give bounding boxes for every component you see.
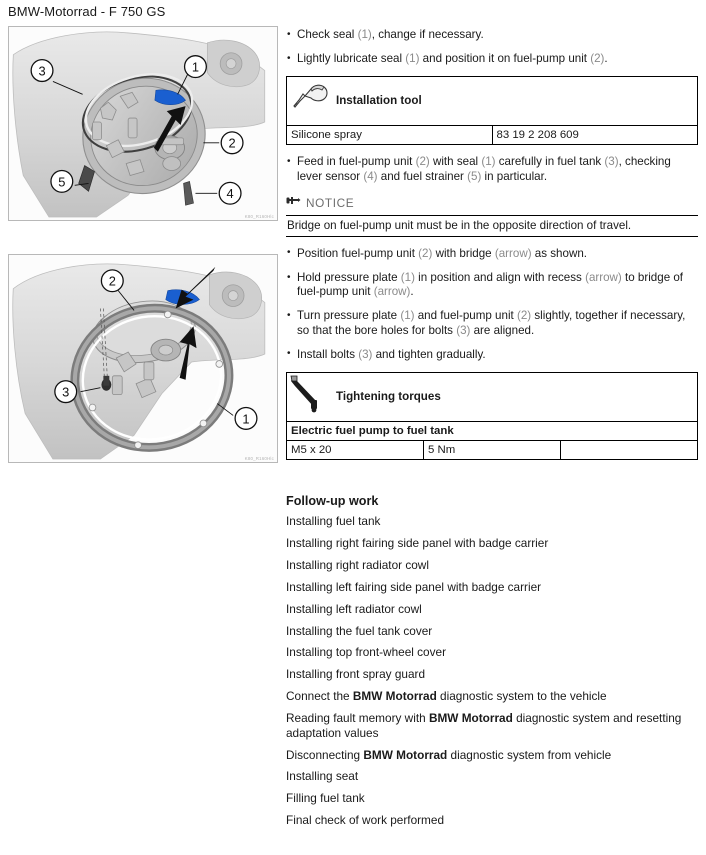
tightening-torque-table: [286, 372, 698, 460]
list-item: [286, 271, 698, 299]
text-run: Turn pressure plate: [297, 309, 401, 323]
list-item: [286, 247, 698, 261]
torque-group-label: Electric fuel pump to fuel tank: [287, 422, 698, 441]
figure-fuel-pump-unit-insertion: [8, 26, 278, 221]
text-run: Installing top front-wheel cover: [286, 645, 446, 660]
text-run: with seal: [429, 155, 482, 169]
table-row: [287, 126, 698, 145]
part-reference: (arrow): [494, 246, 532, 260]
part-reference: (2): [418, 246, 433, 260]
text-run: Filling fuel tank: [286, 791, 365, 806]
part-reference: (arrow): [585, 271, 622, 285]
spray-bottle-icon: [291, 80, 333, 114]
text-run: Feed in fuel-pump unit: [297, 155, 416, 169]
text-run: and tighten gradually.: [372, 347, 486, 361]
text-run: diagnostic system to the vehicle: [436, 689, 607, 704]
list-item: [286, 309, 698, 337]
list-item: [286, 558, 698, 572]
pointing-hand-icon: [286, 194, 301, 212]
notice-block: [286, 194, 698, 237]
text-run: , change if necessary.: [371, 28, 484, 41]
tool-name-cell: Silicone spray: [287, 126, 493, 145]
svg-text:3: 3: [38, 63, 46, 79]
text-run: and position it on fuel-pump unit: [419, 52, 591, 66]
text-run: and fuel-pump unit: [414, 309, 517, 323]
text-run: diagnostic system and resetting adaptation values: [286, 711, 682, 740]
emphasis-text: BMW Motorrad: [428, 711, 513, 726]
figure-caption: K80_R160Hlc: [244, 456, 274, 461]
list-item: [286, 536, 698, 550]
svg-text:1: 1: [191, 59, 200, 75]
steps-mid-list: [286, 155, 698, 183]
steps-top-list: [286, 28, 698, 66]
text-run: Hold pressure plate: [297, 271, 401, 285]
list-item: [286, 348, 698, 362]
svg-text:4: 4: [226, 186, 234, 202]
figure-pressure-plate-alignment: [8, 254, 278, 463]
text-run: Installing right fairing side panel with badge carrier: [286, 535, 549, 550]
text-run: diagnostic system from vehicle: [447, 747, 612, 762]
list-item: [286, 514, 698, 528]
part-reference: (1): [357, 28, 372, 41]
torque-wrench-icon: [289, 374, 337, 418]
text-run: Installing fuel tank: [286, 514, 381, 529]
list-item: [286, 813, 698, 827]
part-reference: (1): [400, 309, 415, 323]
text-run: Installing front spray guard: [286, 667, 426, 682]
torque-header-cell: [287, 373, 698, 422]
text-run: Installing the fuel tank cover: [286, 623, 433, 638]
table-row-group: [287, 422, 698, 441]
list-item: [286, 689, 698, 703]
svg-text:5: 5: [58, 174, 66, 190]
text-run: .: [604, 52, 608, 66]
text-run: Installing left fairing side panel with badge carrier: [286, 579, 542, 594]
svg-text:1: 1: [242, 411, 250, 427]
text-run: slightly, together if necessary, so that the bore holes for bolts: [297, 309, 686, 337]
text-run: Reading fault memory with: [286, 711, 429, 726]
notice-text: Bridge on fuel-pump unit must be in the opposite direction of travel.: [286, 215, 698, 237]
illustration-column: [8, 26, 278, 463]
text-run: Connect the: [286, 689, 353, 704]
part-reference: (1): [400, 271, 415, 285]
text-run: Installing left radiator cowl: [286, 601, 422, 616]
installation-tool-header-cell: [287, 77, 698, 126]
text-run: are aligned.: [470, 323, 535, 337]
list-item: [286, 580, 698, 594]
list-item: [286, 52, 698, 66]
steps-bottom-list: [286, 247, 698, 362]
part-reference: (5): [467, 169, 482, 183]
list-item: [286, 28, 698, 42]
text-run: Disconnecting: [286, 747, 364, 762]
svg-text:3: 3: [62, 384, 70, 400]
torque-value-cell: 5 Nm: [424, 441, 561, 460]
list-item: [286, 791, 698, 805]
table-row-header: [287, 373, 698, 422]
tool-part-number-cell: 83 19 2 208 609: [492, 126, 698, 145]
text-run: Lightly lubricate seal: [297, 52, 406, 66]
followup-list: [286, 514, 698, 828]
text-run: .: [410, 285, 414, 299]
torque-header-label: Tightening torques: [336, 390, 441, 404]
part-reference: (3): [604, 155, 619, 169]
torque-extra-cell: [561, 441, 698, 460]
instruction-column: [286, 28, 698, 835]
part-reference: (1): [405, 52, 420, 66]
list-item: [286, 645, 698, 659]
list-item: [286, 667, 698, 681]
list-item: [286, 769, 698, 783]
list-item: [286, 711, 698, 740]
followup-section: [286, 494, 698, 828]
table-row: [287, 441, 698, 460]
notice-header: [286, 194, 698, 212]
fastener-cell: M5 x 20: [287, 441, 424, 460]
text-run: Installing right radiator cowl: [286, 557, 429, 572]
text-run: in particular.: [481, 169, 548, 183]
text-run: with bridge: [432, 246, 495, 260]
text-run: to bridge of fuel-pump unit: [297, 271, 684, 299]
part-reference: (2): [415, 155, 430, 169]
text-run: , checking lever sensor: [297, 155, 671, 183]
table-row-header: [287, 77, 698, 126]
text-run: Install bolts: [297, 347, 359, 361]
part-reference: (4): [363, 169, 378, 183]
installation-tool-table: [286, 76, 698, 145]
part-reference: (3): [358, 347, 373, 361]
svg-text:2: 2: [108, 273, 116, 289]
part-reference: (2): [516, 309, 532, 323]
followup-title: Follow-up work: [286, 494, 379, 509]
list-item: [286, 602, 698, 616]
part-reference: (3): [456, 323, 471, 337]
notice-label: NOTICE: [306, 195, 355, 210]
part-reference: (2): [590, 52, 605, 66]
text-run: in position and align with recess: [414, 271, 586, 285]
list-item: [286, 748, 698, 762]
emphasis-text: BMW Motorrad: [363, 747, 448, 762]
text-run: Position fuel-pump unit: [297, 246, 419, 260]
text-run: Check seal: [297, 28, 358, 41]
svg-text:2: 2: [228, 135, 236, 151]
installation-tool-header-label: Installation tool: [336, 94, 422, 108]
emphasis-text: BMW Motorrad: [352, 689, 437, 704]
part-reference: (1): [481, 155, 496, 169]
text-run: Final check of work performed: [286, 813, 445, 828]
list-item: [286, 155, 698, 183]
list-item: [286, 624, 698, 638]
page-title: BMW-Motorrad - F 750 GS: [8, 4, 166, 19]
part-reference: (arrow): [373, 285, 411, 299]
figure-caption: K80_R160Hlc: [244, 214, 274, 219]
text-run: Installing seat: [286, 769, 359, 784]
text-run: and fuel strainer: [377, 169, 468, 183]
text-run: carefully in fuel tank: [495, 155, 605, 169]
text-run: as shown.: [531, 246, 587, 260]
